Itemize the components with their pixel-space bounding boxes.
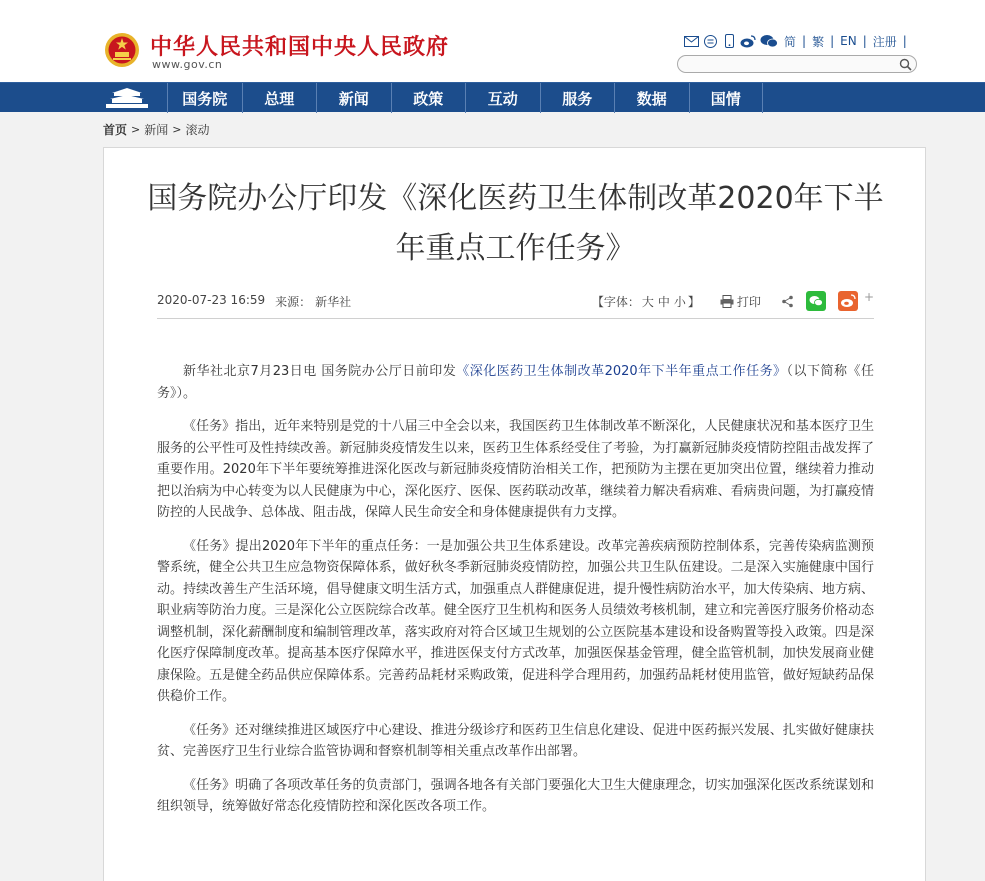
register-link[interactable]: 注册 [872,34,897,49]
article-body [157,361,874,830]
font-size-label: 【字体： [591,294,640,309]
print-label: 打印 [736,294,761,309]
search-input[interactable] [677,55,917,73]
font-size-large[interactable]: 大 [641,294,654,309]
breadcrumb-home[interactable]: 首页 [103,123,128,137]
nav-item-interaction[interactable]: 互动 [465,83,540,113]
font-size-small[interactable]: 小 [673,294,686,309]
lang-simplified[interactable]: 简 [784,34,797,49]
nav-item-news[interactable]: 新闻 [316,83,391,113]
nav-item-national-info[interactable]: 国情 [689,83,764,113]
header-tools [683,32,907,50]
nav-item-data[interactable]: 数据 [614,83,689,113]
chevron-right-icon: > [131,123,141,136]
mobile-icon[interactable] [721,33,737,49]
article-card [103,147,926,881]
font-size-medium[interactable]: 中 [657,294,670,309]
task-document-link[interactable]: 《深化医药卫生体制改革2020年下半年重点工作任务》 [456,364,787,379]
separator: | [830,34,835,48]
paragraph-4: 《任务》还对继续推进区域医疗中心建设、推进分级诊疗和医药卫生信息化建设、促进中医药振兴发展、扎实做好健康扶贫、完善医疗卫生行业综合监管协调和督察机制等相关重点改革作出部署。 [157,722,874,759]
nav-item-policies[interactable]: 政策 [391,83,466,113]
share-icon[interactable] [781,295,794,308]
breadcrumb [103,121,209,138]
font-size-control [592,293,700,310]
wechat-icon[interactable] [759,33,778,49]
paragraph-5: 《任务》明确了各项改革任务的负责部门，强调各地各有关部门要强化大卫生大健康理念，切实加强深化医改系统谋划和组织领导，统筹做好常态化疫情防控和深化医改各项工作。 [157,777,874,814]
source-label: 来源： [275,295,312,309]
tiananmen-logo-icon[interactable] [104,87,150,109]
site-title[interactable]: 中华人民共和国中央人民政府 [150,35,450,60]
site-url: www.gov.cn [152,58,223,71]
chevron-right-icon: > [172,123,182,136]
font-size-close: 】 [687,294,700,309]
paragraph-2: 《任务》指出，近年来特别是党的十八届三中全会以来，我国医药卫生体制改革不断深化，人民健康状况和基本医疗卫生服务的公平性可及性持续改善。新冠肺炎疫情发生以来，医药卫生体系经受住了考验，为打赢新冠肺炎疫情防控阻击战发挥了重要作用。2020年下半年要统筹推进深化医改与新冠肺炎疫情防治相关工作，把预防为主摆在更加突出位置，继续着力推动把以治病为中心转变为以人民健康为中心，深化医疗、医保、医药联动改革，继续着力解决看病难、看病贵问题，为打赢疫情防控的人民战争、总体战、阻击战，保障人民生命安全和身体健康提供有力支撑。 [157,419,874,520]
weibo-icon[interactable] [740,33,756,49]
national-emblem-icon[interactable] [104,32,140,68]
source-name: 新华社 [315,295,352,309]
publish-date: 2020-07-23 16:59 [157,293,266,307]
print-button[interactable] [720,293,761,310]
weibo-share-icon[interactable] [838,291,858,311]
printer-icon [720,295,734,308]
mail-icon[interactable] [683,33,699,49]
rss-icon[interactable] [702,33,718,49]
site-header [0,0,985,82]
lang-traditional[interactable]: 繁 [812,34,825,49]
nav-item-services[interactable]: 服务 [540,83,615,113]
breadcrumb-rolling[interactable]: 滚动 [185,123,210,137]
nav-item-state-council[interactable]: 国务院 [167,83,242,113]
lang-english[interactable]: EN [840,34,857,48]
separator: | [862,34,867,48]
search-icon[interactable] [899,58,912,71]
article-title: 国务院办公厅印发《深化医药卫生体制改革2020年下半年重点工作任务》 [147,181,884,266]
article-meta [157,291,874,311]
breadcrumb-news[interactable]: 新闻 [144,123,169,137]
separator: | [802,34,807,48]
paragraph-1 [157,361,874,404]
nav-item-premier[interactable]: 总理 [242,83,317,113]
more-share-icon[interactable]: + [863,290,874,304]
paragraph-3: 《任务》提出2020年下半年的重点任务：一是加强公共卫生体系建设。改革完善疾病预防控制体系，完善传染病监测预警系统，健全公共卫生应急物资保障体系，做好秋冬季新冠肺炎疫情防控，加强公共卫生队伍建设。二是深入实施健康中国行动。持续改善生产生活环境，倡导健康文明生活方式，加强重点人群健康促进，提升慢性病防治水平，加大传染病、地方病、职业病等防治力度。三是深化公立医院综合改革。健全医疗卫生机构和医务人员绩效考核机制，建立和完善医疗服务价格动态调整机制，深化薪酬制度和编制管理改革，落实政府对符合区域卫生规划的公立医院基本建设和设备购置等投入政策。四是深化医疗保障制度改革。提高基本医疗保障水平，推进医保支付方式改革，加强医保基金管理，健全监管机制，加快发展商业健康保险。五是健全药品供应保障体系。完善药品耗材采购政策，促进科学合理用药，加强药品耗材使用监管，做好短缺药品保供稳价工作。 [157,538,874,704]
wechat-share-icon[interactable] [806,291,826,311]
meta-divider [157,318,874,319]
paragraph-1-pre: 新华社北京7月23日电 国务院办公厅日前印发 [183,364,457,379]
separator: | [902,34,907,48]
main-nav [0,82,985,112]
paragraph-1-post: （以下简称《任务》）。 [157,364,874,401]
